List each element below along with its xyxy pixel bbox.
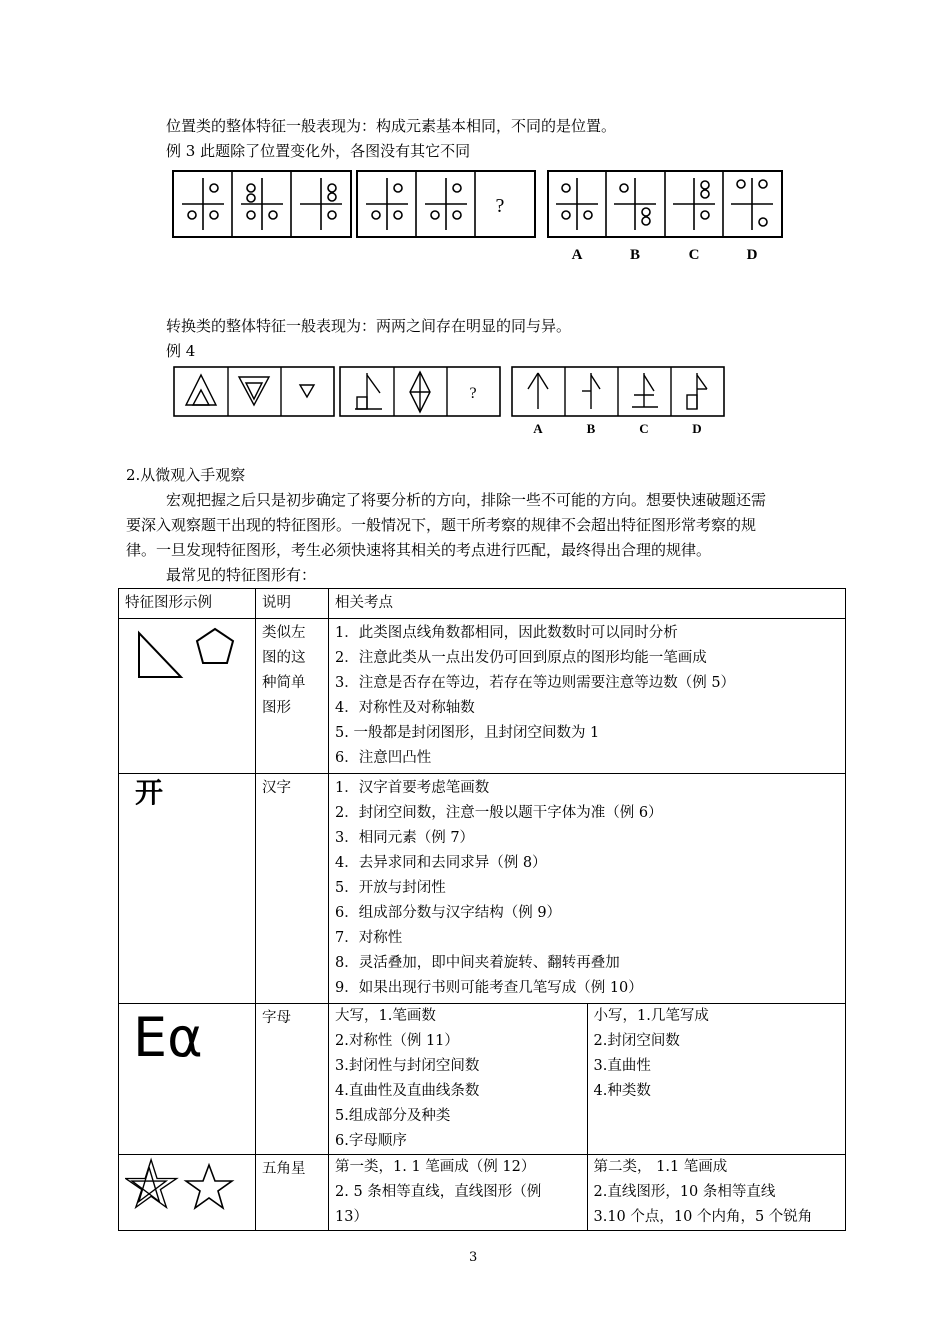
description-line: 五角星 bbox=[262, 1161, 306, 1177]
description-line: 字母 bbox=[262, 1010, 291, 1026]
point-item: 3．注意是否存在等边，若存在等边则需要注意等边数（例 5） bbox=[335, 675, 736, 691]
points-cell bbox=[329, 619, 846, 774]
point-item: 5. 一般都是封闭图形，且封闭空间数为 1 bbox=[335, 725, 600, 741]
figure3-option-c: C bbox=[688, 247, 700, 263]
header-description: 说明 bbox=[256, 589, 329, 619]
point-item: 4.直曲性及直曲线条数 bbox=[335, 1083, 480, 1099]
point-item: 大写，1.笔画数 bbox=[335, 1008, 436, 1024]
description-cell bbox=[256, 619, 329, 774]
triangle-pentagon-icon bbox=[125, 621, 245, 681]
letter-example: Eα bbox=[133, 1006, 203, 1069]
figure4-option-b: B bbox=[586, 421, 596, 436]
point-item: 3．相同元素（例 7） bbox=[335, 830, 475, 846]
point-item: 1．汉字首要考虑笔画数 bbox=[335, 780, 490, 796]
description-cell bbox=[256, 1155, 329, 1231]
section-heading-micro: 2.从微观入手观察 bbox=[126, 466, 246, 484]
example-cell-hanzi bbox=[119, 774, 256, 1004]
point-item: 2．注意此类从一点出发仍可回到原点的图形均能一笔画成 bbox=[335, 650, 707, 666]
point-item: 3.直曲性 bbox=[593, 1058, 651, 1074]
feature-table bbox=[118, 588, 846, 1231]
second-type-points bbox=[587, 1155, 845, 1230]
point-item: 4．对称性及对称轴数 bbox=[335, 700, 475, 716]
body-line-3: 律。一旦发现特征图形，考生必须快速将其相关的考点进行匹配，最终得出合理的规律。 bbox=[126, 541, 712, 559]
points-cell bbox=[329, 1004, 846, 1155]
description-line: 图形 bbox=[262, 700, 291, 716]
paragraph-position-type: 位置类的整体特征一般表现为：构成元素基本相同，不同的是位置。 bbox=[166, 117, 617, 135]
body-line-2: 要深入观察题干出现的特征图形。一般情况下，题干所考察的规律不会超出特征图形常考察的规 bbox=[126, 516, 757, 534]
point-item: 6．组成部分数与汉字结构（例 9） bbox=[335, 905, 562, 921]
uppercase-points bbox=[329, 1004, 587, 1154]
point-item: 6.字母顺序 bbox=[335, 1133, 407, 1149]
points-cell bbox=[329, 1155, 846, 1231]
point-item: 5.组成部分及种类 bbox=[335, 1108, 451, 1124]
point-item: 3.10 个点，10 个内角，5 个锐角 bbox=[593, 1209, 813, 1225]
points-cell bbox=[329, 774, 846, 1004]
point-item: 小写，1.几笔写成 bbox=[593, 1008, 709, 1024]
page-number: 3 bbox=[469, 1250, 478, 1265]
table-header-row bbox=[119, 589, 846, 619]
paragraph-example-3: 例 3 此题除了位置变化外，各图没有其它不同 bbox=[166, 142, 471, 160]
table-row bbox=[119, 619, 846, 774]
figure3-option-d: D bbox=[746, 247, 758, 263]
point-item: 13） bbox=[335, 1209, 368, 1225]
points-subtable bbox=[329, 1004, 845, 1154]
paragraph-example-4: 例 4 bbox=[166, 342, 196, 360]
point-item: 7．对称性 bbox=[335, 930, 403, 946]
point-item: 第二类， 1.1 笔画成 bbox=[593, 1159, 728, 1175]
table-row bbox=[119, 774, 846, 1004]
point-item: 5．开放与封闭性 bbox=[335, 880, 446, 896]
figure-example-4 bbox=[172, 365, 727, 437]
point-item: 6．注意凹凸性 bbox=[335, 750, 432, 766]
point-item: 2.直线图形，10 条相等直线 bbox=[593, 1184, 776, 1200]
description-line: 图的这 bbox=[262, 650, 306, 666]
example-cell-shapes bbox=[119, 619, 256, 774]
point-item: 8．灵活叠加，即中间夹着旋转、翻转再叠加 bbox=[335, 955, 620, 971]
point-item: 2. 5 条相等直线，直线图形（例 bbox=[335, 1184, 542, 1200]
description-line: 种简单 bbox=[262, 675, 306, 691]
figure3-question-mark: ? bbox=[495, 195, 505, 217]
figure4-option-a: A bbox=[533, 421, 543, 436]
table-row bbox=[119, 1004, 846, 1155]
description-line: 类似左 bbox=[262, 625, 306, 641]
description-line: 汉字 bbox=[262, 780, 291, 796]
point-item: 3.封闭性与封闭空间数 bbox=[335, 1058, 480, 1074]
point-item: 第一类，1. 1 笔画成（例 12） bbox=[335, 1159, 536, 1175]
point-item: 2.封闭空间数 bbox=[593, 1033, 680, 1049]
example-cell-letters bbox=[119, 1004, 256, 1155]
figure4-option-d: D bbox=[692, 421, 702, 436]
figure3-option-b: B bbox=[629, 247, 641, 263]
description-cell bbox=[256, 1004, 329, 1155]
body-line-4: 最常见的特征图形有： bbox=[166, 566, 317, 584]
hanzi-example: 开 bbox=[135, 776, 164, 809]
description-cell bbox=[256, 774, 329, 1004]
figure4-option-c: C bbox=[639, 421, 649, 436]
figure-example-3 bbox=[170, 168, 790, 264]
header-example: 特征图形示例 bbox=[119, 589, 256, 619]
figure3-option-a: A bbox=[571, 247, 583, 263]
body-line-1: 宏观把握之后只是初步确定了将要分析的方向，排除一些不可能的方向。想要快速破题还需 bbox=[166, 491, 767, 509]
points-subtable bbox=[329, 1155, 845, 1230]
point-item: 4．去异求同和去同求异（例 8） bbox=[335, 855, 547, 871]
point-item: 2.对称性（例 11） bbox=[335, 1033, 459, 1049]
first-type-points bbox=[329, 1155, 587, 1230]
point-item: 2．封闭空间数，注意一般以题干字体为准（例 6） bbox=[335, 805, 663, 821]
lowercase-points bbox=[587, 1004, 845, 1154]
paragraph-transform-type: 转换类的整体特征一般表现为：两两之间存在明显的同与异。 bbox=[166, 317, 572, 335]
star-icon bbox=[125, 1157, 235, 1217]
point-item: 9．如果出现行书则可能考查几笔写成（例 10） bbox=[335, 980, 643, 996]
figure4-question-mark: ? bbox=[469, 385, 477, 402]
header-points: 相关考点 bbox=[329, 589, 846, 619]
example-cell-stars bbox=[119, 1155, 256, 1231]
table-row bbox=[119, 1155, 846, 1231]
point-item: 1．此类图点线角数都相同，因此数数时可以同时分析 bbox=[335, 625, 678, 641]
point-item: 4.种类数 bbox=[593, 1083, 651, 1099]
